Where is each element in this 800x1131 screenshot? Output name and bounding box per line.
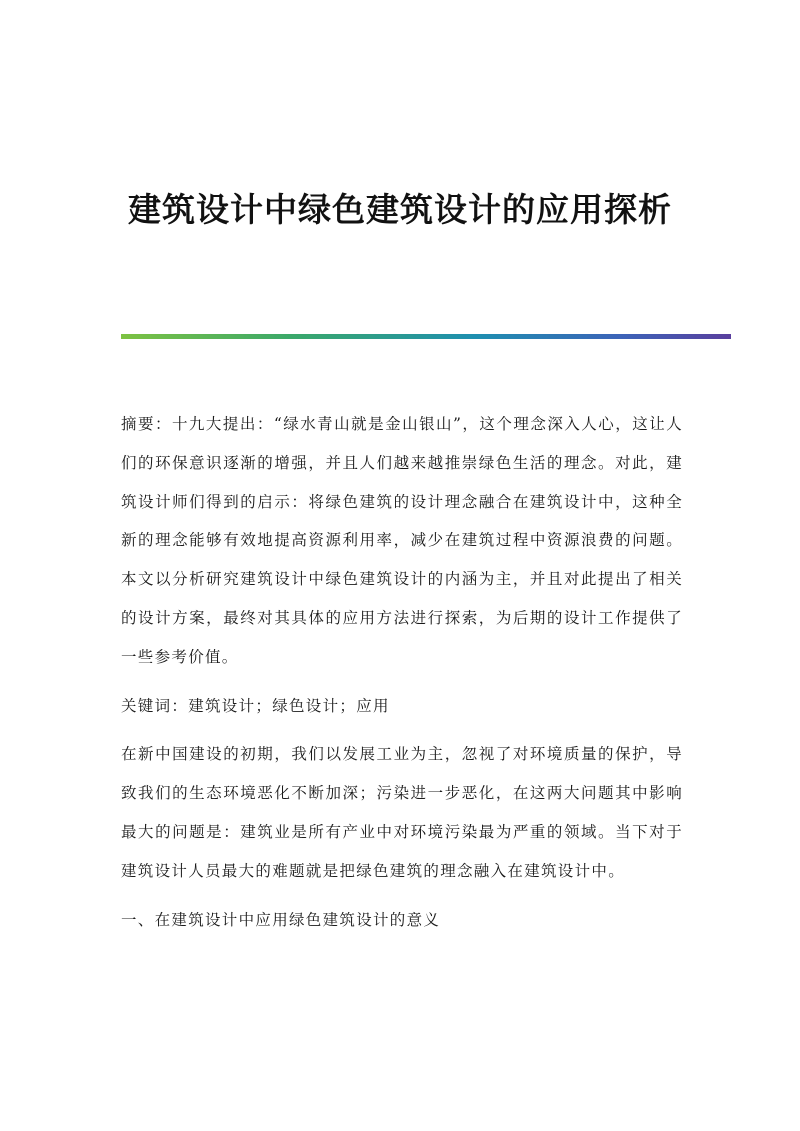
section-heading: 一、在建筑设计中应用绿色建筑设计的意义 [121, 910, 441, 929]
intro-paragraph: 在新中国建设的初期，我们以发展工业为主，忽视了对环境质量的保护，导致我们的生态环境恶化不断加深；污染进一步恶化，在这两大问题其中影响最大的问题是：建筑业是所有产业中对环境污染最为严重的领域。当下对于建筑设计人员最大的难题就是把绿色建筑的理念融入在建筑设计中。 [121, 745, 683, 880]
keywords-paragraph: 关键词：建筑设计；绿色设计；应用 [121, 696, 390, 715]
document-body [121, 405, 683, 939]
abstract-paragraph: 摘要：十九大提出：“绿水青山就是金山银山”，这个理念深入人心，这让人们的环保意识逐渐的增强，并且人们越来越推崇绿色生活的理念。对此，建筑设计师们得到的启示：将绿色建筑的设计理念融合在建筑设计中，这种全新的理念能够有效地提高资源利用率，减少在建筑过程中资源浪费的问题。本文以分析研究建筑设计中绿色建筑设计的内涵为主，并且对此提出了相关的设计方案，最终对其具体的应用方法进行探索，为后期的设计工作提供了一些参考价值。 [121, 415, 683, 666]
document-title: 建筑设计中绿色建筑设计的应用探析 [128, 190, 672, 229]
gradient-divider [121, 334, 731, 339]
